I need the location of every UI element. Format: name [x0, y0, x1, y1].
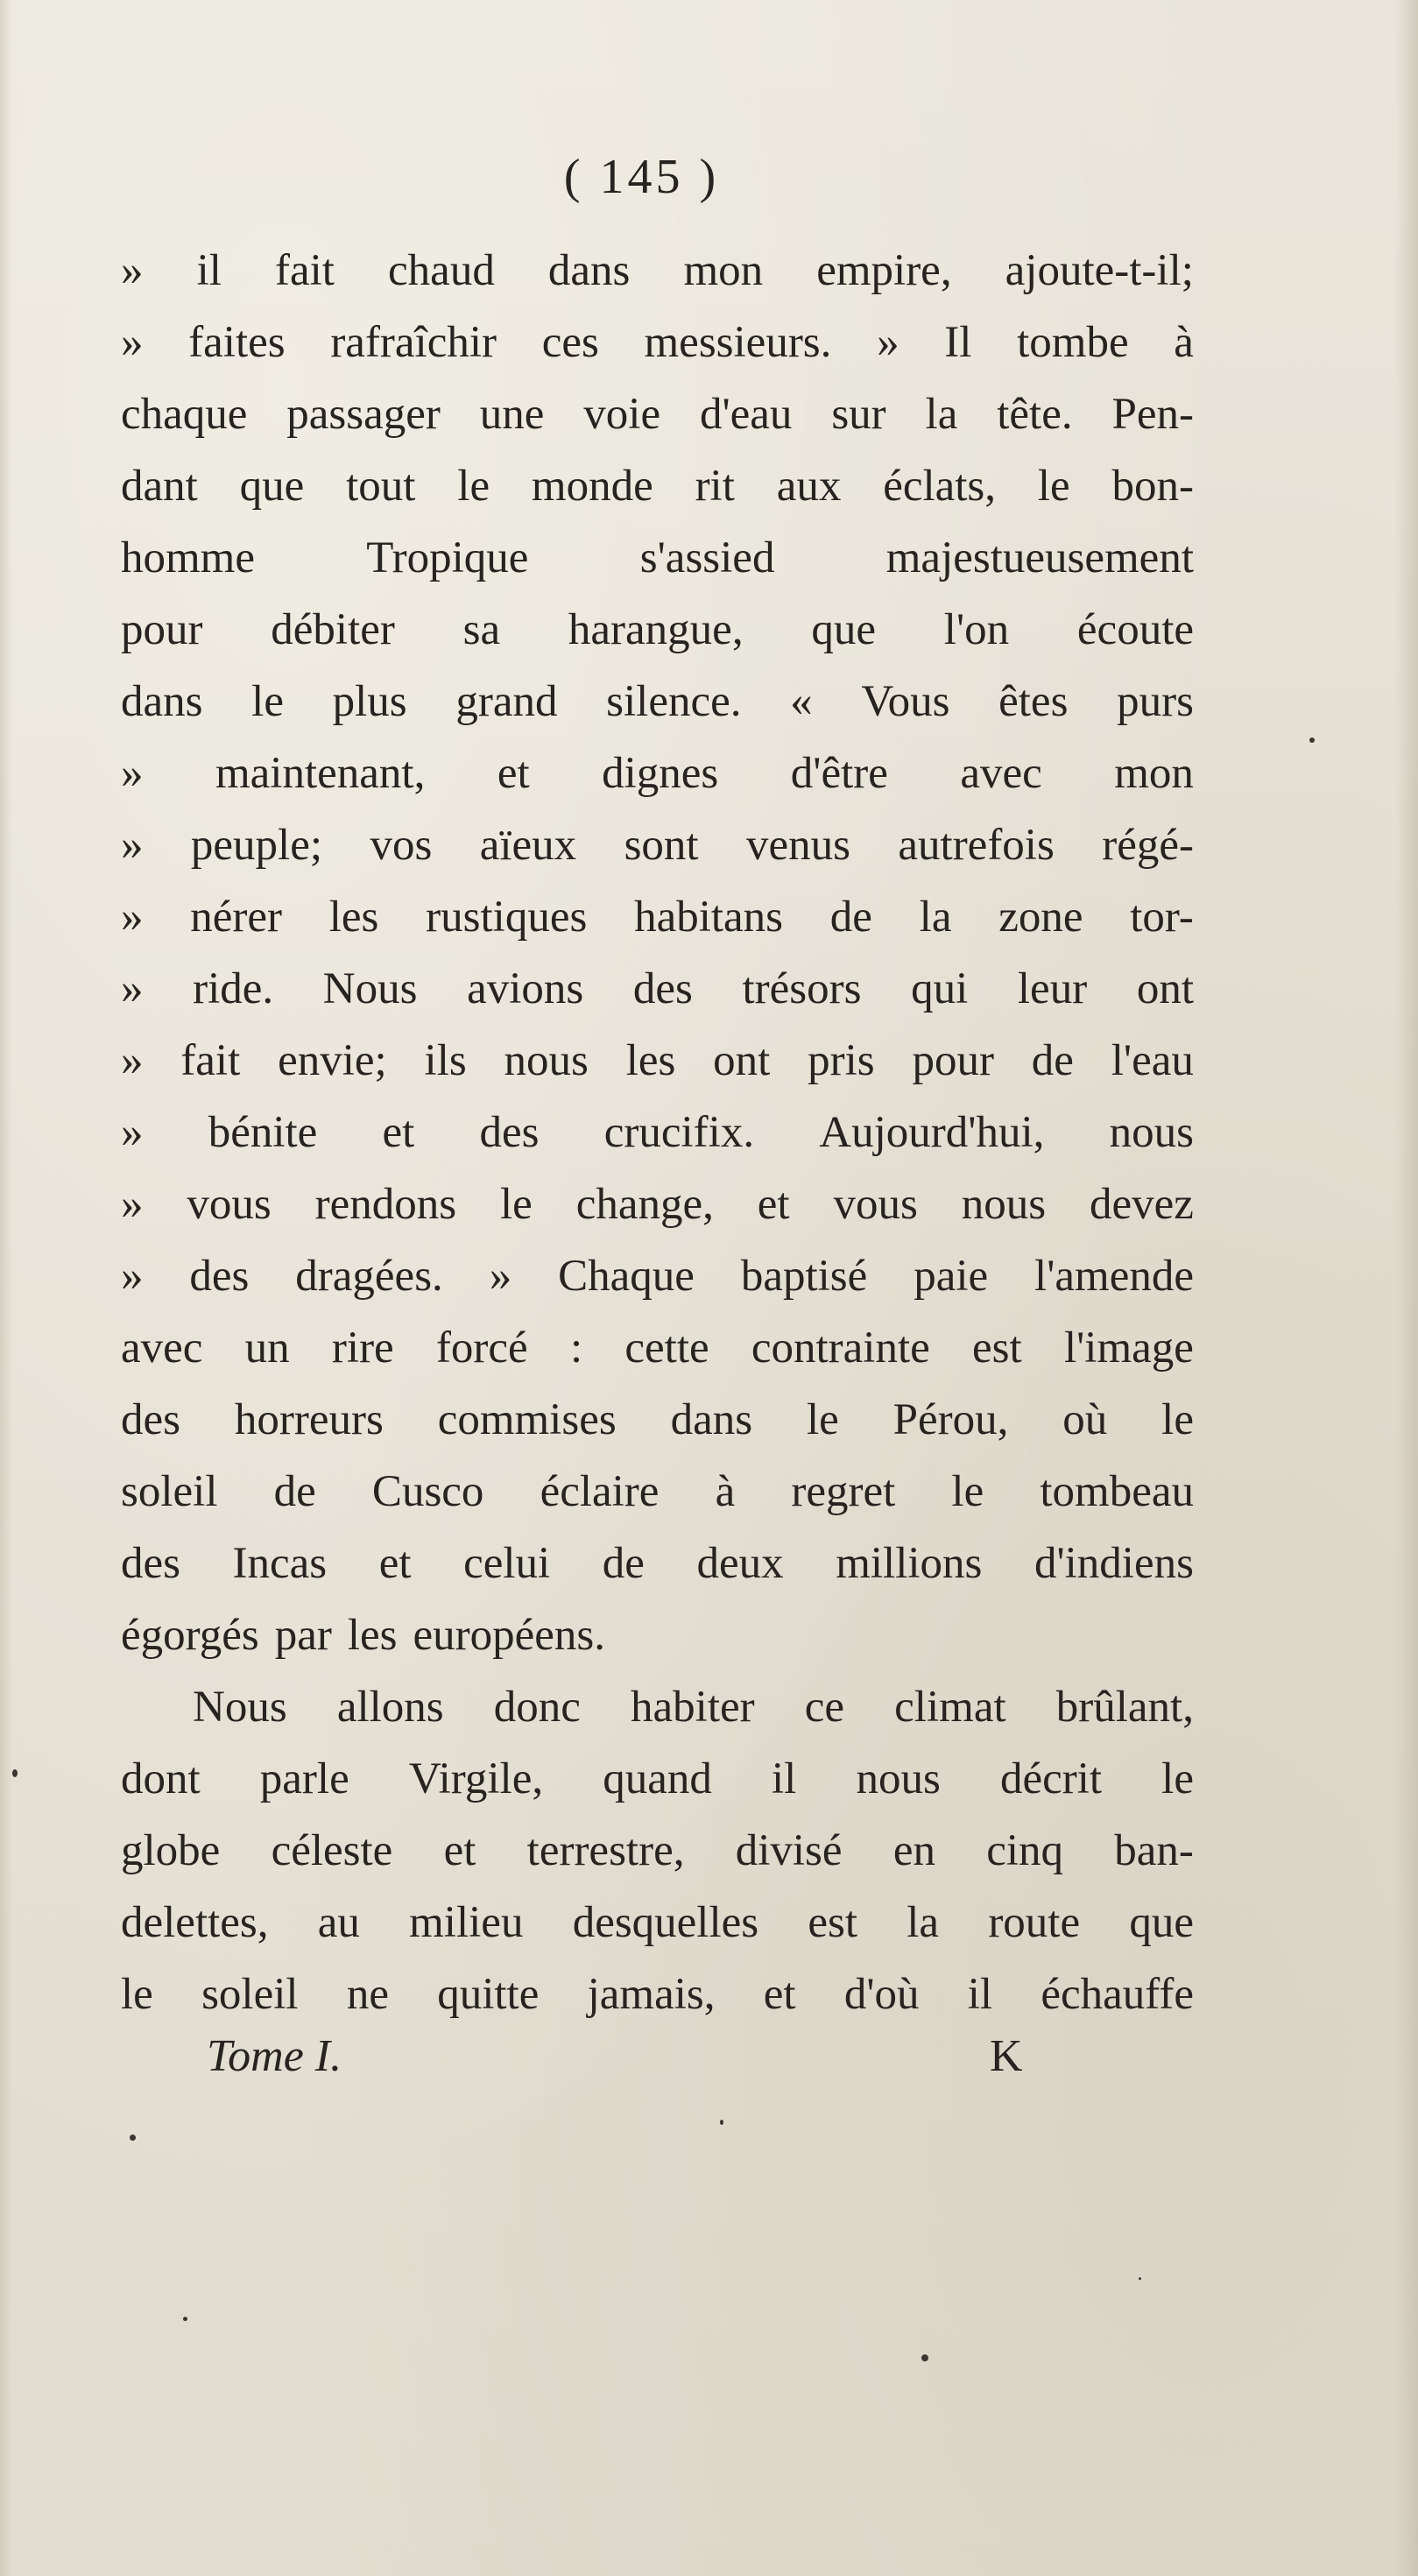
word: desquelles	[572, 1898, 759, 1947]
word: paie	[914, 1252, 989, 1301]
text-line	[121, 1528, 1194, 1599]
text-line	[121, 1958, 1194, 2030]
word: nous	[856, 1754, 941, 1803]
word: tombe	[1017, 318, 1129, 367]
word: au	[317, 1898, 360, 1947]
word: monde	[531, 462, 653, 511]
word: »	[121, 821, 144, 870]
word: où	[1062, 1395, 1108, 1444]
word: par	[274, 1611, 332, 1660]
word: purs	[1117, 677, 1194, 726]
word: ajoute-t-il;	[1005, 246, 1194, 295]
word: débiter	[271, 605, 395, 654]
word: divisé	[735, 1826, 843, 1875]
paper-speck	[1309, 738, 1315, 743]
word: des	[189, 1252, 250, 1301]
word: décrit	[999, 1754, 1103, 1803]
word: trésors	[742, 964, 862, 1013]
word: s'assied	[639, 533, 775, 582]
word: et	[378, 1539, 412, 1588]
word: vos	[370, 821, 433, 870]
word: horreurs	[234, 1395, 384, 1444]
word: »	[121, 318, 144, 367]
word: le	[457, 462, 490, 511]
word: des	[632, 964, 693, 1013]
word: est	[972, 1323, 1022, 1373]
paper-speck	[183, 2317, 187, 2321]
word: »	[121, 1252, 144, 1301]
page-edge-shadow-left	[0, 0, 12, 2576]
word: :	[569, 1323, 583, 1373]
word: aïeux	[479, 821, 577, 870]
word: vous	[833, 1180, 918, 1229]
word: Aujourd'hui,	[819, 1108, 1045, 1157]
word: de	[829, 893, 872, 942]
word: l'on	[943, 605, 1010, 654]
word: bénite	[208, 1108, 318, 1157]
word: Chaque	[558, 1252, 695, 1301]
word: ne	[346, 1970, 389, 2019]
word: égorgés	[121, 1611, 259, 1660]
word: parle	[259, 1754, 349, 1803]
word: régé-	[1102, 821, 1194, 870]
page-edge-shadow-right	[1395, 0, 1418, 2576]
text-line	[121, 1743, 1194, 1815]
word: le	[1161, 1395, 1194, 1444]
word: ont	[1136, 964, 1194, 1013]
word: »	[121, 964, 144, 1013]
word: harangue,	[568, 605, 744, 654]
word: à	[1174, 318, 1194, 367]
word: un	[244, 1323, 290, 1373]
word: d'où	[843, 1970, 920, 2019]
word: zone	[998, 893, 1083, 942]
word: aux	[776, 462, 842, 511]
word: venus	[746, 821, 850, 870]
word: rit	[695, 462, 735, 511]
word: dragées.	[295, 1252, 443, 1301]
word: dans	[121, 677, 203, 726]
word: le	[251, 677, 284, 726]
word: les	[347, 1611, 398, 1660]
word: ban-	[1114, 1826, 1194, 1875]
word: des	[479, 1108, 540, 1157]
body-text	[121, 235, 1194, 2030]
word: quitte	[437, 1970, 540, 2019]
word: ces	[541, 318, 599, 367]
word: nous	[504, 1036, 589, 1085]
word: l'eau	[1111, 1036, 1194, 1085]
word: soleil	[121, 1467, 218, 1516]
text-line	[121, 1887, 1194, 1958]
word: «	[790, 677, 813, 726]
word: européens.	[413, 1611, 605, 1660]
word: des	[121, 1395, 180, 1444]
word: peuple;	[190, 821, 323, 870]
word: fait	[180, 1036, 241, 1085]
word: leur	[1017, 964, 1088, 1013]
word: regret	[791, 1467, 896, 1516]
word: rustiques	[426, 893, 588, 942]
text-line	[121, 307, 1194, 378]
word: rire	[331, 1323, 394, 1373]
word: dant	[121, 462, 198, 511]
text-line	[121, 1599, 1194, 1671]
word: le	[1037, 462, 1070, 511]
word: faites	[188, 318, 286, 367]
text-line	[121, 809, 1194, 881]
word: Incas	[232, 1539, 328, 1588]
word: majestueusement	[885, 533, 1194, 582]
word: tête.	[997, 390, 1073, 439]
word: écoute	[1076, 605, 1194, 654]
word: tout	[346, 462, 416, 511]
word: change,	[575, 1180, 714, 1229]
word: vous	[187, 1180, 272, 1229]
word: »	[121, 749, 144, 798]
word: passager	[286, 390, 441, 439]
word: le	[121, 1970, 153, 2019]
word: envie;	[278, 1036, 387, 1085]
word: nous	[1109, 1108, 1194, 1157]
word: est	[808, 1898, 858, 1947]
word: que	[1129, 1898, 1194, 1947]
word: voie	[583, 390, 661, 439]
word: et	[443, 1826, 476, 1875]
word: Virgile,	[408, 1754, 544, 1803]
word: terrestre,	[526, 1826, 685, 1875]
word: de	[273, 1467, 316, 1516]
word: forcé	[435, 1323, 528, 1373]
text-line	[121, 1384, 1194, 1456]
sheet-mark: K	[990, 2031, 1023, 2081]
word: empire,	[816, 246, 952, 295]
word: jamais,	[587, 1970, 716, 2019]
word: ce	[804, 1683, 845, 1732]
word: il	[771, 1754, 797, 1803]
word: pour	[912, 1036, 994, 1085]
word: plus	[332, 677, 407, 726]
word: silence.	[606, 677, 742, 726]
word: milieu	[409, 1898, 524, 1947]
word: pris	[808, 1036, 875, 1085]
word: Il	[944, 318, 972, 367]
text-line	[121, 881, 1194, 953]
word: habitans	[634, 893, 784, 942]
word: et	[763, 1970, 796, 2019]
word: le	[500, 1180, 533, 1229]
word: les	[328, 893, 379, 942]
text-line	[121, 1168, 1194, 1240]
text-line	[121, 1025, 1194, 1097]
word: deux	[696, 1539, 784, 1588]
word: dont	[121, 1754, 201, 1803]
word: »	[489, 1252, 512, 1301]
word: Nous	[322, 964, 418, 1013]
word: êtes	[998, 677, 1069, 726]
paper-speck	[12, 1769, 18, 1777]
word: homme	[121, 533, 255, 582]
word: pour	[121, 605, 203, 654]
word: baptisé	[740, 1252, 868, 1301]
word: il	[196, 246, 222, 295]
word: ride.	[193, 964, 274, 1013]
text-line	[121, 1456, 1194, 1528]
text-line	[121, 1240, 1194, 1312]
word: celui	[463, 1539, 551, 1588]
text-line	[121, 953, 1194, 1025]
word: messieurs.	[644, 318, 832, 367]
word: il	[967, 1970, 993, 2019]
word: d'indiens	[1034, 1539, 1194, 1588]
word: les	[625, 1036, 676, 1085]
word: dans	[547, 246, 631, 295]
paper-speck	[921, 2354, 928, 2361]
word: le	[951, 1467, 984, 1516]
word: dignes	[602, 749, 719, 798]
word: globe	[121, 1826, 221, 1875]
word: fait	[275, 246, 335, 295]
word: et	[757, 1180, 790, 1229]
word: soleil	[201, 1970, 299, 2019]
word: »	[121, 1108, 144, 1157]
text-line	[121, 450, 1194, 522]
word: le	[1161, 1754, 1194, 1803]
text-line	[121, 666, 1194, 738]
word: »	[121, 1180, 144, 1229]
word: que	[239, 462, 305, 511]
word: »	[877, 318, 899, 367]
text-line	[121, 594, 1194, 666]
word: cette	[624, 1323, 709, 1373]
text-line	[121, 738, 1194, 809]
word: l'image	[1063, 1323, 1194, 1373]
word: d'être	[790, 749, 888, 798]
word: brûlant,	[1055, 1683, 1194, 1732]
word: mon	[1114, 749, 1194, 798]
word: »	[121, 893, 144, 942]
paper-speck	[720, 2120, 723, 2125]
word: autrefois	[898, 821, 1055, 870]
word: une	[479, 390, 545, 439]
word: et	[497, 749, 530, 798]
word: des	[121, 1539, 180, 1588]
word: rafraîchir	[330, 318, 497, 367]
word: de	[602, 1539, 645, 1588]
text-line	[121, 1097, 1194, 1168]
text-line	[121, 235, 1194, 307]
text-line	[121, 1815, 1194, 1887]
page-number-header: ( 145 )	[563, 150, 720, 204]
word: d'eau	[699, 390, 793, 439]
word: crucifix.	[603, 1108, 755, 1157]
word: Nous	[193, 1683, 287, 1732]
word: et	[382, 1108, 415, 1157]
word: climat	[894, 1683, 1006, 1732]
word: éclats,	[883, 462, 997, 511]
word: l'amende	[1034, 1252, 1194, 1301]
word: rendons	[314, 1180, 457, 1229]
word: grand	[455, 677, 558, 726]
word: nérer	[190, 893, 282, 942]
word: »	[121, 1036, 144, 1085]
word: Pérou,	[892, 1395, 1009, 1444]
word: sa	[462, 605, 501, 654]
word: avec	[121, 1323, 203, 1373]
word: le	[806, 1395, 839, 1444]
word: allons	[336, 1683, 444, 1732]
word: Vous	[861, 677, 950, 726]
word: la	[907, 1898, 940, 1947]
word: en	[892, 1826, 935, 1875]
word: ont	[713, 1036, 771, 1085]
word: delettes,	[121, 1898, 269, 1947]
word: Tropique	[366, 533, 529, 582]
word: Cusco	[371, 1467, 484, 1516]
word: la	[919, 893, 952, 942]
paper-speck	[1139, 2277, 1141, 2280]
word: nous	[961, 1180, 1047, 1229]
word: dans	[670, 1395, 753, 1444]
word: cinq	[986, 1826, 1064, 1875]
word: sur	[831, 390, 886, 439]
word: devez	[1089, 1180, 1194, 1229]
word: que	[811, 605, 876, 654]
word: commises	[437, 1395, 617, 1444]
word: sont	[624, 821, 699, 870]
word: la	[925, 390, 958, 439]
word: éclaire	[540, 1467, 660, 1516]
word: à	[715, 1467, 736, 1516]
word: habiter	[631, 1683, 755, 1732]
word: chaud	[388, 246, 495, 295]
word: céleste	[271, 1826, 393, 1875]
word: ils	[424, 1036, 467, 1085]
word: avions	[467, 964, 584, 1013]
word: donc	[493, 1683, 581, 1732]
word: mon	[683, 246, 764, 295]
word: maintenant,	[215, 749, 426, 798]
word: route	[988, 1898, 1081, 1947]
word: chaque	[121, 390, 248, 439]
word: tor-	[1130, 893, 1194, 942]
word: échauffe	[1041, 1970, 1194, 2019]
word: de	[1031, 1036, 1074, 1085]
word: quand	[603, 1754, 712, 1803]
paper-speck	[130, 2135, 136, 2141]
word: contrainte	[751, 1323, 930, 1373]
word: qui	[911, 964, 969, 1013]
word: millions	[836, 1539, 983, 1588]
text-line	[121, 1312, 1194, 1384]
text-line	[121, 378, 1194, 450]
word: avec	[960, 749, 1042, 798]
text-line	[121, 1671, 1194, 1743]
word: tombeau	[1040, 1467, 1194, 1516]
word: bon-	[1111, 462, 1194, 511]
word: »	[121, 246, 144, 295]
text-line	[121, 522, 1194, 594]
volume-signature: Tome I.	[207, 2031, 342, 2081]
word: Pen-	[1111, 390, 1194, 439]
